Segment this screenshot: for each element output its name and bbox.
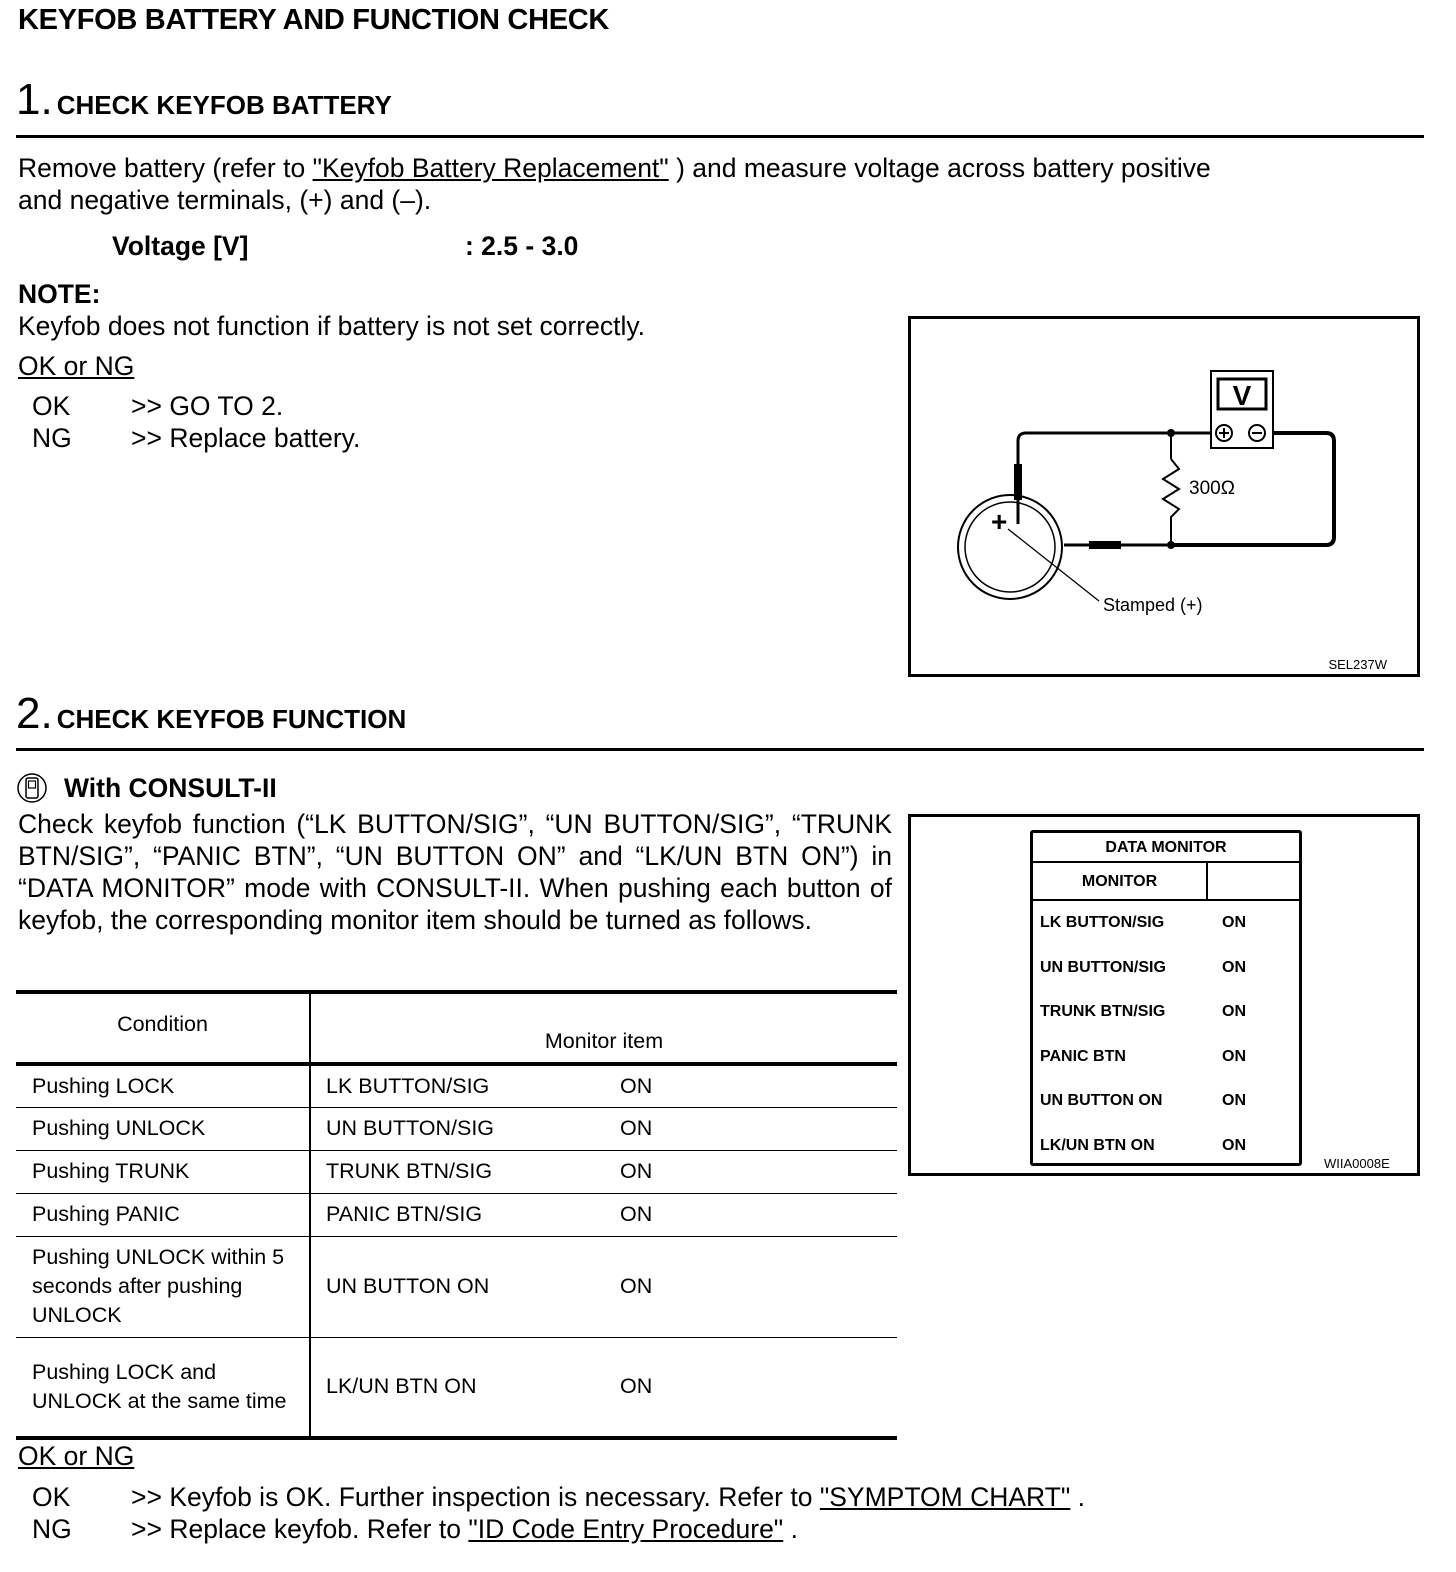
result-ng [16,422,360,454]
note-label: NOTE: [18,279,101,309]
resistor-label: 300Ω [1189,478,1235,499]
step-number: 1. [16,75,53,124]
monitor-row [1033,1124,1299,1169]
step-title: CHECK KEYFOB FUNCTION [56,704,407,734]
divider [16,748,1424,751]
monitor-value-cell: ON [620,1159,653,1183]
result-ok [16,1481,1085,1513]
result-action: >> Replace battery. [131,423,361,453]
monitor-value-cell: ON [620,1274,653,1298]
result-ok [16,390,360,422]
spec-value: : 2.5 - 3.0 [465,231,579,261]
result-heading: OK or NG [18,1441,135,1471]
instruction-text: and negative terminals, (+) and (–). [18,185,432,215]
step-1-results [16,390,360,454]
punctuation: . [783,1514,798,1544]
battery-circuit-figure [908,316,1420,677]
monitor-value: ON [1222,1092,1246,1110]
meter-label: V [1232,380,1252,411]
instruction-text: ) and measure voltage across battery positive [668,153,1211,183]
monitor-value: ON [1222,958,1246,976]
id-code-entry-procedure-link[interactable]: "ID Code Entry Procedure" [468,1514,784,1544]
result-key: OK [32,1482,71,1512]
header-monitor-item: Monitor item [544,1029,664,1053]
monitor-value: ON [1222,1047,1246,1065]
stamped-callout: Stamped (+) [1103,595,1203,615]
monitor-value: ON [1222,914,1246,932]
result-heading: OK or NG [18,351,135,381]
consult-label: With CONSULT-II [64,772,277,803]
condition-cell: Pushing UNLOCK within 5 seconds after pushing UNLOCK [16,1236,310,1337]
monitor-name: UN BUTTON/SIG [1040,958,1166,976]
instruction-text: Remove battery (refer to [18,153,313,183]
battery-plus-mark: + [991,506,1008,537]
monitor-name: LK/UN BTN ON [1040,1136,1155,1154]
step-2-instruction: Check keyfob function (“LK BUTTON/SIG”, “UN BUTTON/SIG”, “TRUNK BTN/SIG”, “PANIC BTN”, “UN BUTTON ON” and “LK/UN BTN ON”) in “DATA MONITOR” mode with CONSULT-II. When pushing each button of keyfob, the corresponding monitor item should be turned as follows. [18,809,892,935]
condition-cell: Pushing LOCK and UNLOCK at the same time [16,1337,310,1438]
monitor-value-cell: ON [620,1374,653,1399]
monitor-item-cell: LK BUTTON/SIG [326,1073,490,1098]
monitor-item-cell: UN BUTTON/SIG [326,1116,495,1140]
monitor-value-cell: ON [620,1202,653,1226]
condition-cell: Pushing LOCK [16,1064,310,1107]
monitor-row [1033,990,1299,1035]
circuit-diagram [911,319,1417,674]
divider [16,135,1424,138]
spec-label: Voltage [V] [112,231,249,261]
step-1-instruction [18,152,1418,216]
result-action: >> Replace keyfob. Refer to [131,1514,469,1544]
monitor-value: ON [1222,1003,1246,1021]
header-condition: Condition [16,992,310,1064]
table-row [16,1193,897,1236]
table-row [16,1107,897,1150]
monitor-item-cell: PANIC BTN/SIG [326,1202,483,1226]
data-monitor-title: DATA MONITOR [1033,833,1299,863]
monitor-item-cell: UN BUTTON ON [326,1274,490,1298]
result-ng [16,1513,1085,1545]
figure-id: SEL237W [1328,657,1387,672]
page-title: KEYFOB BATTERY AND FUNCTION CHECK [18,4,610,36]
result-key: NG [32,1514,72,1544]
condition-cell: Pushing PANIC [16,1193,310,1236]
step-number: 2. [16,689,53,738]
monitor-row [1033,901,1299,946]
monitor-name: PANIC BTN [1040,1047,1126,1065]
monitor-column-header: MONITOR [1033,863,1208,899]
result-key: OK [32,391,71,421]
monitor-value-cell: ON [620,1116,653,1140]
monitor-item-cell: LK/UN BTN ON [326,1374,477,1399]
monitor-name: TRUNK BTN/SIG [1040,1003,1166,1021]
data-monitor-screen [1030,830,1302,1166]
condition-table [16,990,897,1440]
consult-ii-heading [16,772,277,804]
figure-id: WIIA0008E [1324,1156,1390,1171]
step-title: CHECK KEYFOB BATTERY [56,90,392,120]
monitor-name: UN BUTTON ON [1040,1092,1163,1110]
monitor-name: LK BUTTON/SIG [1040,914,1165,932]
keyfob-battery-replacement-link[interactable]: "Keyfob Battery Replacement" [312,153,669,183]
symptom-chart-link[interactable]: "SYMPTOM CHART" [819,1482,1071,1512]
result-action: >> Keyfob is OK. Further inspection is necessary. Refer to [131,1482,820,1512]
monitor-row [1033,1035,1299,1080]
data-monitor-header [1033,863,1299,901]
condition-cell: Pushing UNLOCK [16,1107,310,1150]
condition-cell: Pushing TRUNK [16,1150,310,1193]
monitor-value-cell: ON [620,1073,653,1098]
table-row [16,1150,897,1193]
table-row [16,1337,897,1438]
monitor-item-cell: TRUNK BTN/SIG [326,1159,493,1183]
punctuation: . [1070,1482,1086,1512]
result-action: >> GO TO 2. [131,391,284,421]
step-2-results [16,1481,1085,1545]
table-row [16,1064,897,1107]
step-2-heading [16,689,407,738]
step-1-heading [16,75,392,124]
monitor-value: ON [1222,1136,1246,1154]
monitor-row [1033,946,1299,991]
note-text: Keyfob does not function if battery is not set correctly. [18,311,645,341]
consult-tool-icon [16,772,48,804]
table-row [16,1236,897,1337]
result-key: NG [32,423,72,453]
monitor-row [1033,1079,1299,1124]
